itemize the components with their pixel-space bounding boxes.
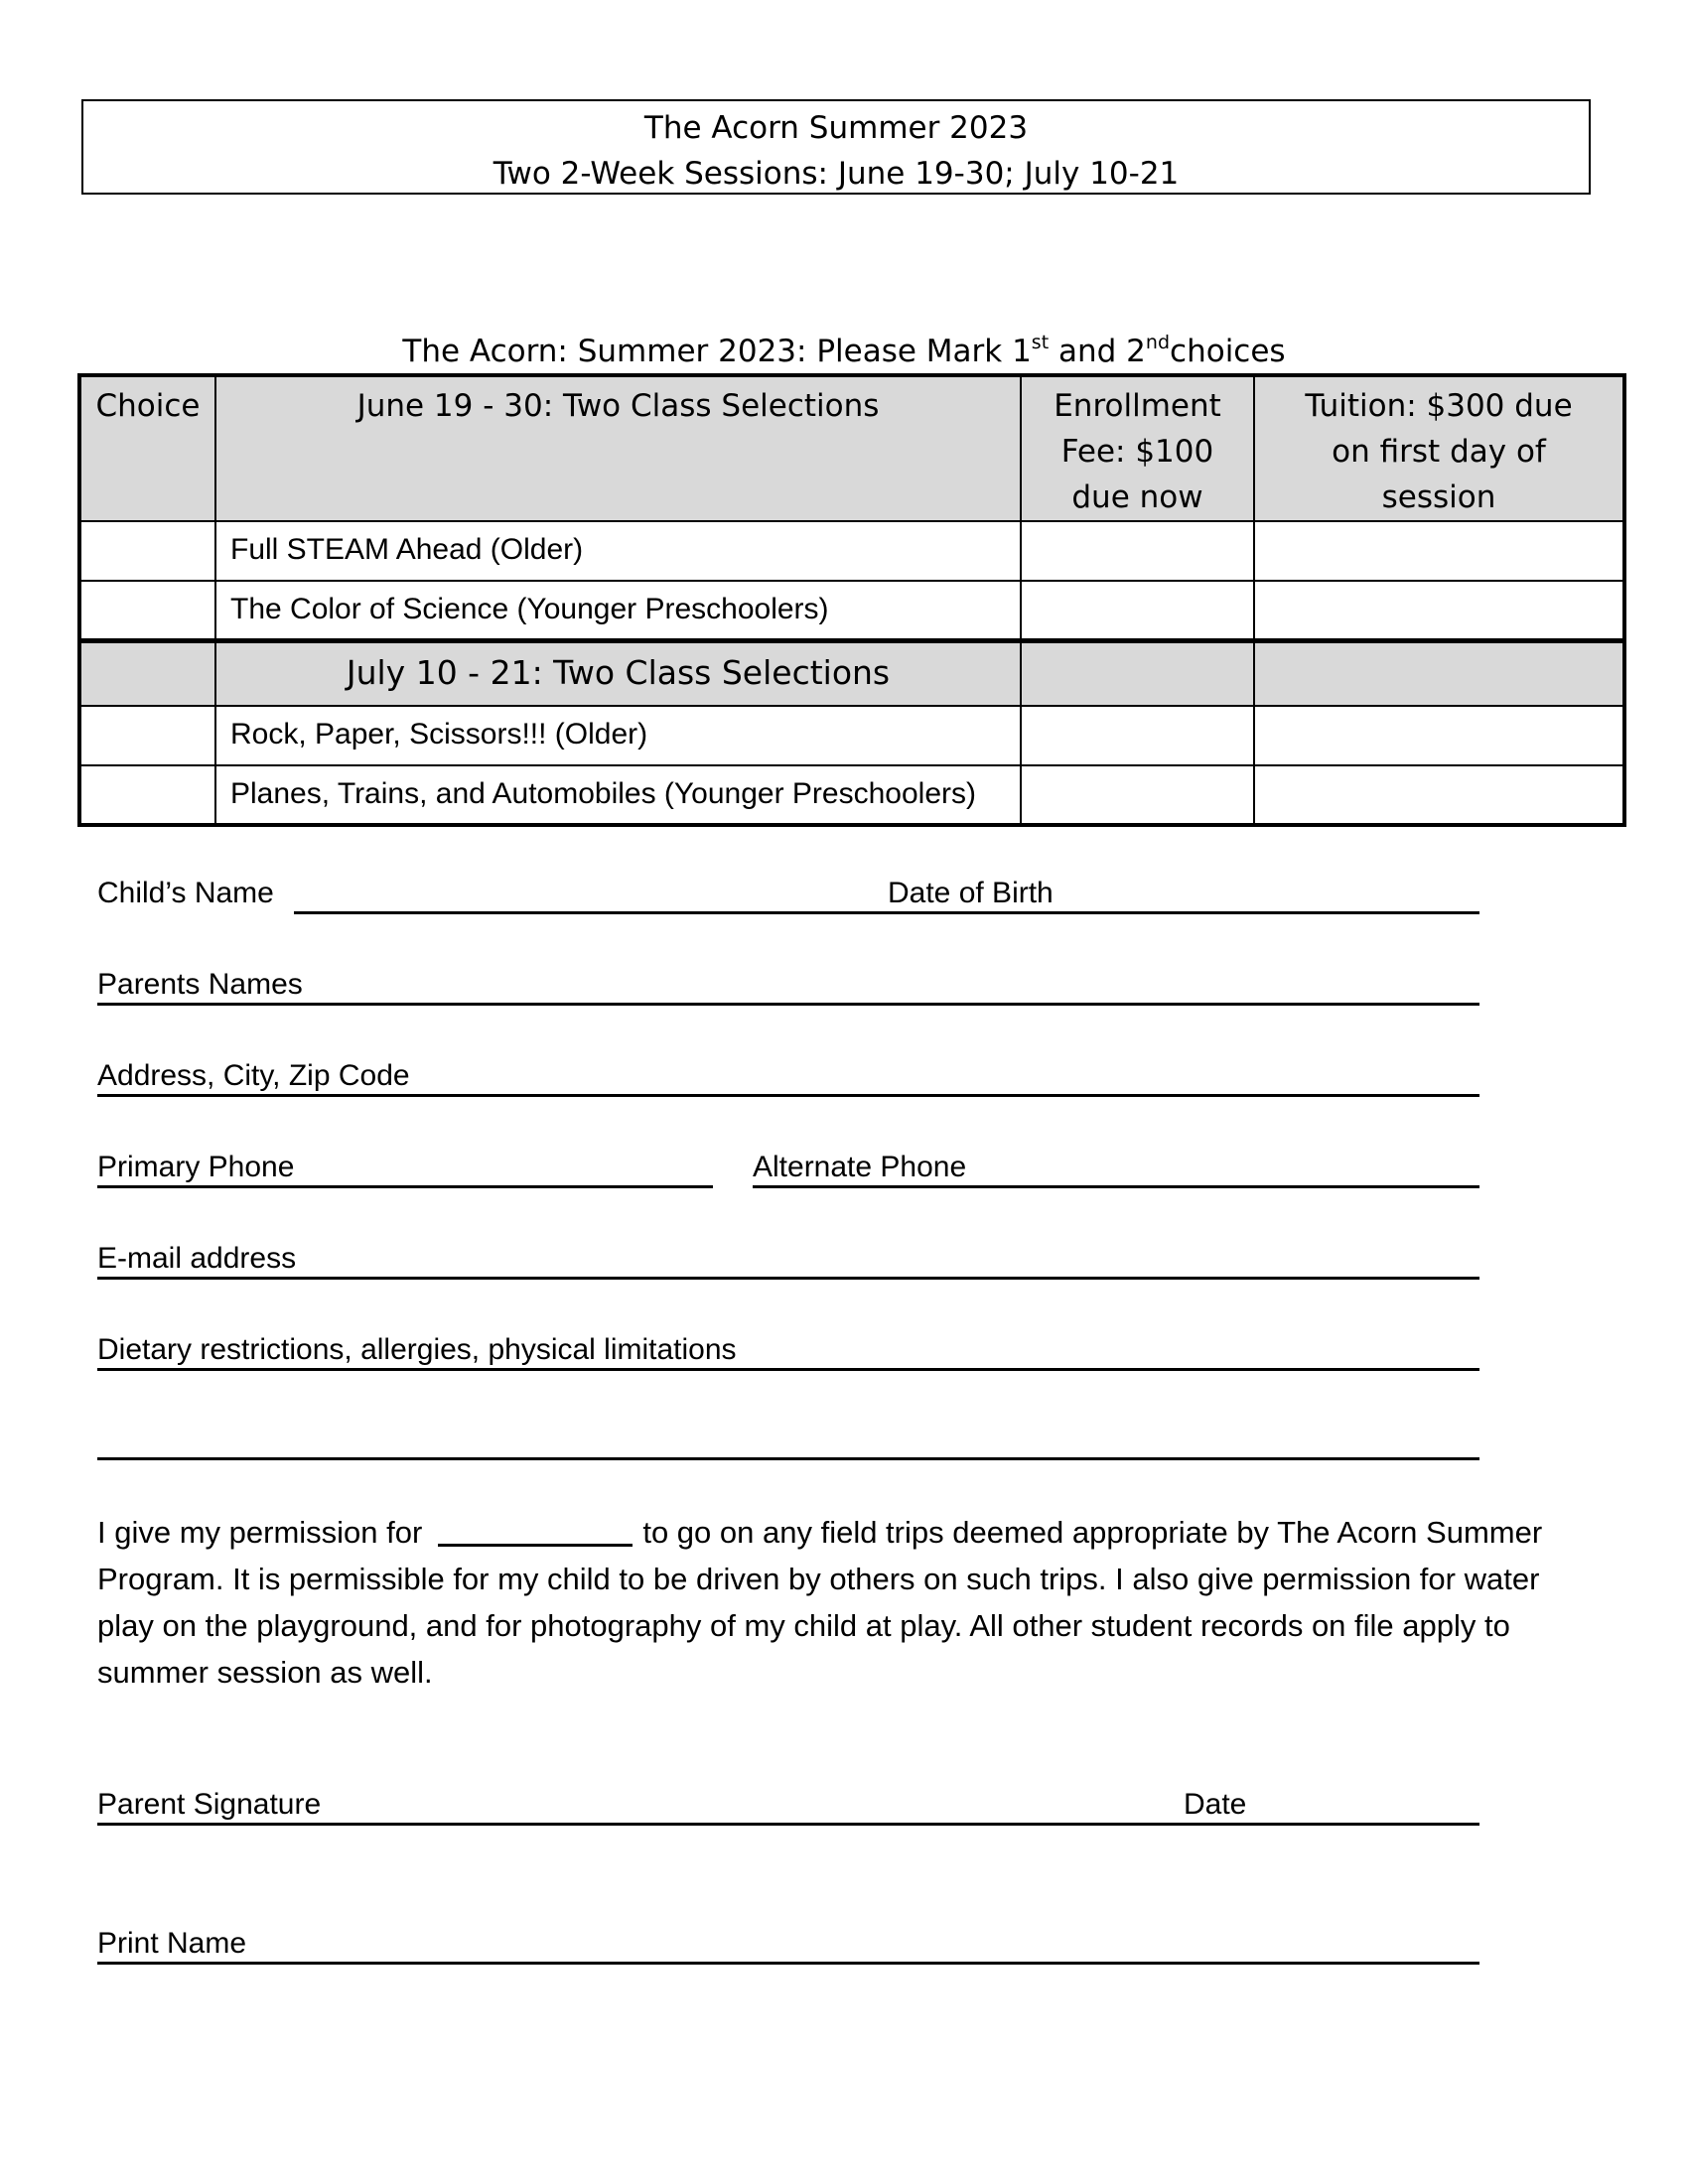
header-sessions: Two 2-Week Sessions: June 19-30; July 10-21 (492, 156, 1180, 192)
child-name-label: Child’s Name (97, 877, 274, 909)
email-field[interactable] (97, 1277, 1479, 1280)
choice-cell[interactable] (79, 521, 215, 581)
table-row (79, 706, 1624, 765)
class-cell: The Color of Science (Younger Preschoolers) (215, 581, 1021, 640)
header-choice: Choice (79, 375, 215, 521)
class-cell: Planes, Trains, and Automobiles (Younger Preschoolers) (215, 765, 1021, 825)
tuition-cell[interactable] (1254, 581, 1624, 640)
header-session2: July 10 - 21: Two Class Selections (215, 640, 1021, 706)
header-box (81, 99, 1591, 195)
table-row (79, 521, 1624, 581)
primary-phone-field[interactable] (97, 1185, 713, 1188)
parents-field[interactable] (97, 1003, 1479, 1006)
class-selection-table (77, 373, 1626, 827)
choice-cell[interactable] (79, 581, 215, 640)
address-label: Address, City, Zip Code (97, 1059, 410, 1092)
header-title: The Acorn Summer 2023 (643, 110, 1029, 146)
table-title-prefix: The Acorn: Summer 2023: Please Mark 1 (402, 334, 1032, 369)
address-field[interactable] (97, 1094, 1479, 1097)
tuition-cell[interactable] (1254, 765, 1624, 825)
session2-header-row (79, 640, 1624, 706)
permission-before: I give my permission for (97, 1515, 423, 1550)
class-cell: Full STEAM Ahead (Older) (215, 521, 1021, 581)
table-header-row (79, 375, 1624, 521)
table-title (0, 330, 1688, 373)
table-row (79, 581, 1624, 640)
parents-label: Parents Names (97, 968, 303, 1001)
dietary-label: Dietary restrictions, allergies, physical limitations (97, 1333, 737, 1366)
table-title-sup2: nd (1145, 332, 1171, 353)
fee-cell[interactable] (1021, 765, 1254, 825)
fee-cell[interactable] (1021, 581, 1254, 640)
date-label: Date (1184, 1788, 1247, 1821)
table-title-suffix: choices (1170, 334, 1286, 369)
table-title-mid: and 2 (1049, 334, 1146, 369)
header-fee: Enrollment Fee: $100 due now (1021, 375, 1254, 521)
choice-cell[interactable] (79, 765, 215, 825)
alt-phone-label: Alternate Phone (753, 1151, 967, 1183)
child-name-blank[interactable] (438, 1514, 633, 1547)
header-tuition: Tuition: $300 due on first day of session (1254, 375, 1624, 521)
fee-cell[interactable] (1021, 521, 1254, 581)
signature-label: Parent Signature (97, 1788, 322, 1821)
choice-cell[interactable] (79, 706, 215, 765)
alt-phone-field[interactable] (753, 1185, 1479, 1188)
primary-phone-label: Primary Phone (97, 1151, 295, 1183)
table-row (79, 765, 1624, 825)
fee-cell[interactable] (1021, 706, 1254, 765)
permission-after: to go on any field trips deemed appropriate by The Acorn Summer Program. It is permissible for my child to be driven by others on such trips. I also give permission for water play on the playground, and for photography of my child at play. All other student records on file apply to summer session as well. (97, 1515, 1543, 1690)
dietary-field-extra[interactable] (97, 1457, 1479, 1460)
header-session1: June 19 - 30: Two Class Selections (215, 375, 1021, 521)
table-title-sup1: st (1031, 332, 1050, 353)
child-name-field[interactable] (294, 911, 1479, 914)
email-label: E-mail address (97, 1242, 297, 1275)
tuition-cell[interactable] (1254, 521, 1624, 581)
class-cell: Rock, Paper, Scissors!!! (Older) (215, 706, 1021, 765)
tuition-cell[interactable] (1254, 706, 1624, 765)
dob-label: Date of Birth (888, 877, 1054, 909)
print-name-field[interactable] (97, 1962, 1479, 1965)
dietary-field[interactable] (97, 1368, 1479, 1371)
permission-paragraph (97, 1509, 1587, 1696)
signature-field[interactable] (97, 1823, 1479, 1826)
print-name-label: Print Name (97, 1927, 247, 1960)
